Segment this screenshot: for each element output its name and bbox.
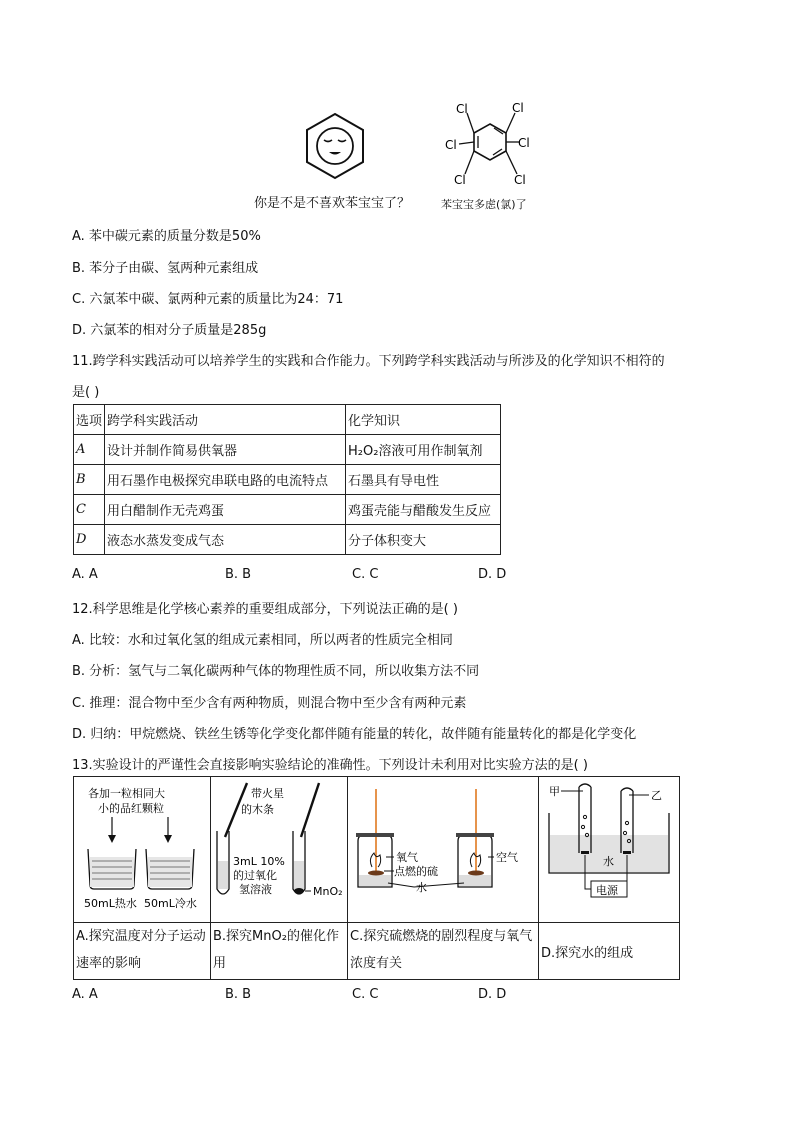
answer-option: C. C	[352, 567, 379, 582]
figure-caption-left: 你是不是不喜欢苯宝宝了？	[254, 196, 411, 211]
q13-table	[73, 776, 680, 980]
fig-d-yi: 乙	[651, 789, 662, 802]
fig-a-cold: 50mL冷水	[144, 897, 197, 910]
table-header: 化学知识	[346, 405, 501, 435]
q11-answer-options	[0, 567, 794, 585]
answer-option: A. A	[72, 567, 98, 582]
fig-c-oxygen: 氧气	[396, 851, 418, 864]
hexachlorobenzene-structure	[440, 96, 540, 192]
cl-label: Cl	[512, 101, 524, 115]
q10-option-b: B. 苯分子由碳、氢两种元素组成	[72, 261, 259, 276]
table-row	[74, 435, 501, 465]
table-cell: C.探究硫燃烧的剧烈程度与氧气浓度有关	[348, 923, 539, 980]
q12-option-b: B. 分析：氢气与二氧化碳两种气体的物理性质不同，所以收集方法不同	[72, 664, 480, 679]
cl-label: Cl	[456, 102, 468, 116]
table-cell: 用白醋制作无壳鸡蛋	[105, 495, 346, 525]
benzene-emoji-figure	[300, 110, 370, 182]
figure-cell-a	[74, 777, 211, 923]
fig-b-sol1: 3mL 10%	[233, 855, 285, 868]
diffusion-beakers-diagram	[74, 777, 210, 918]
figure-cell-b	[211, 777, 348, 923]
q10-option-d: D. 六氯苯的相对分子质量是285g	[72, 323, 267, 338]
fig-d-water: 水	[603, 855, 614, 868]
figure-cell-d	[539, 777, 680, 923]
table-cell: A.探究温度对分子运动速率的影响	[74, 923, 211, 980]
fig-c-water: 水	[416, 881, 427, 894]
answer-option: B. B	[225, 567, 252, 582]
fig-b-splint2: 的木条	[241, 803, 274, 816]
table-cell: B	[74, 465, 105, 495]
fig-b-mno2: MnO₂	[313, 885, 343, 898]
fig-b-sol2: 的过氧化	[233, 869, 277, 882]
answer-option: C. C	[352, 987, 379, 1002]
q12-option-a: A. 比较：水和过氧化氢的组成元素相同，所以两者的性质完全相同	[72, 633, 453, 648]
cl-label: Cl	[518, 136, 530, 150]
cl-label: Cl	[514, 173, 526, 187]
fig-c-sulfur: 点燃的硫	[394, 865, 438, 878]
q13-stem: 13.实验设计的严谨性会直接影响实验结论的准确性。下列设计未利用对比实验方法的是( )	[72, 758, 588, 773]
table-cell: 分子体积变大	[346, 525, 501, 555]
answer-option: D. D	[478, 567, 507, 582]
figure-caption-right: 苯宝宝多虑(氯)了	[441, 198, 527, 211]
table-cell: D	[74, 525, 105, 555]
q10-option-a: A. 苯中碳元素的质量分数是50%	[72, 229, 261, 244]
figure-cell-c	[348, 777, 539, 923]
q12-option-c: C. 推理：混合物中至少含有两种物质，则混合物中至少含有两种元素	[72, 696, 467, 711]
catalyst-test-tubes-diagram	[211, 777, 347, 918]
fig-d-jia: 甲	[549, 785, 560, 798]
q11-stem-line2: 是( )	[72, 385, 100, 400]
q12-stem: 12.科学思维是化学核心素养的重要组成部分，下列说法正确的是( )	[72, 602, 458, 617]
q11-table	[73, 404, 501, 555]
fig-b-splint1: 带火星	[251, 787, 284, 800]
fig-d-power: 电源	[596, 884, 618, 897]
electrolysis-diagram	[539, 777, 679, 918]
table-cell: 鸡蛋壳能与醋酸发生反应	[346, 495, 501, 525]
table-header: 跨学科实践活动	[105, 405, 346, 435]
q13-answer-options	[0, 987, 794, 1005]
answer-option: A. A	[72, 987, 98, 1002]
table-row	[74, 525, 501, 555]
fig-c-air: 空气	[496, 851, 518, 864]
table-cell: B.探究MnO₂的催化作用	[211, 923, 348, 980]
table-cell: 液态水蒸发变成气态	[105, 525, 346, 555]
fig-a-hot: 50mL热水	[84, 897, 137, 910]
cl-label: Cl	[454, 173, 466, 187]
answer-option: B. B	[225, 987, 252, 1002]
answer-option: D. D	[478, 987, 507, 1002]
cl-label: Cl	[445, 138, 457, 152]
fig-a-note1: 各加一粒相同大	[88, 787, 165, 800]
sulfur-combustion-diagram	[348, 777, 538, 918]
table-header: 选项	[74, 405, 105, 435]
table-row	[74, 465, 501, 495]
table-cell: A	[74, 435, 105, 465]
table-cell: 石墨具有导电性	[346, 465, 501, 495]
table-cell: C	[74, 495, 105, 525]
fig-b-sol3: 氢溶液	[239, 883, 272, 896]
table-cell: D.探究水的组成	[539, 923, 680, 980]
q11-stem-line1: 11.跨学科实践活动可以培养学生的实践和合作能力。下列跨学科实践活动与所涉及的化学知识不相符的	[72, 354, 665, 369]
table-cell: 设计并制作简易供氧器	[105, 435, 346, 465]
table-row	[74, 923, 680, 980]
fig-a-note2: 小的品红颗粒	[98, 802, 164, 815]
q12-option-d: D. 归纳：甲烷燃烧、铁丝生锈等化学变化都伴随有能量的转化，故伴随有能量转化的都是化学变化	[72, 727, 637, 742]
figure-row	[74, 777, 680, 923]
table-cell: H₂O₂溶液可用作制氧剂	[346, 435, 501, 465]
table-header-row	[74, 405, 501, 435]
table-row	[74, 495, 501, 525]
table-cell: 用石墨作电极探究串联电路的电流特点	[105, 465, 346, 495]
q10-option-c: C. 六氯苯中碳、氯两种元素的质量比为24：71	[72, 292, 344, 307]
